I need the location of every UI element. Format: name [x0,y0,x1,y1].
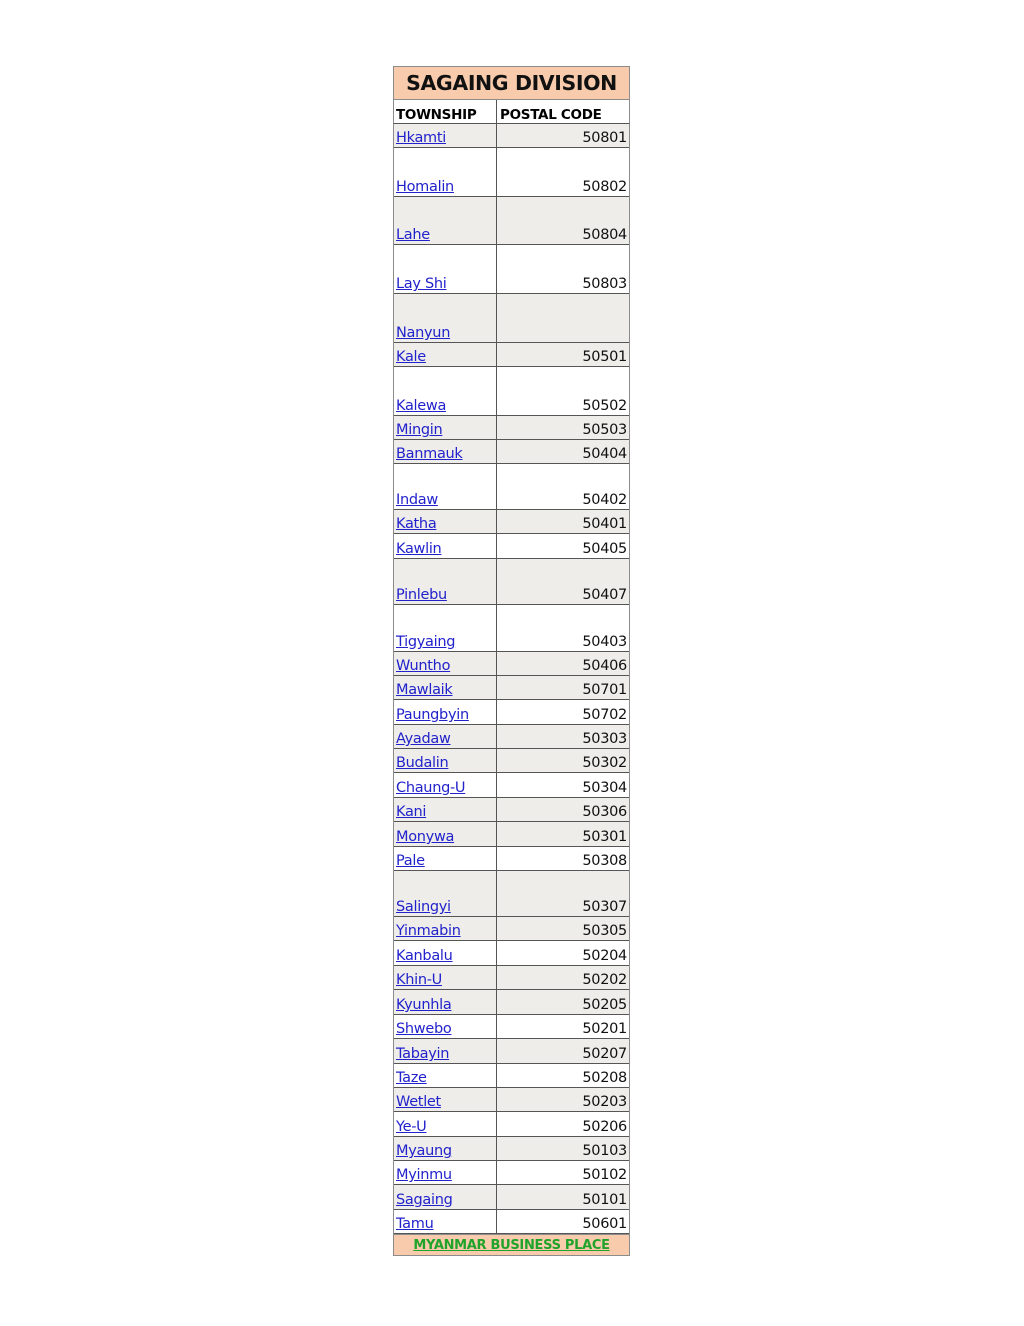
township-link[interactable]: Ayadaw [396,731,451,747]
postal-code-cell: 50402 [582,492,627,508]
postal-code-cell: 50302 [582,755,627,771]
postal-code-cell: 50207 [582,1046,627,1062]
table-header [393,100,630,124]
table-row [394,725,629,749]
township-link[interactable]: Kalewa [396,398,447,414]
township-cell [394,294,497,342]
township-link[interactable]: Budalin [396,755,449,771]
township-link[interactable]: Wuntho [396,658,451,674]
township-link[interactable]: Yinmabin [396,923,461,939]
table-row [394,1015,629,1039]
postal-code-cell: 50801 [582,130,627,146]
table-row [394,941,629,966]
postal-code-cell [497,294,629,342]
table-row [394,676,629,700]
township-link[interactable]: Hkamti [396,130,446,146]
township-cell [394,1064,497,1087]
table-row [394,416,629,440]
table-row [394,1112,629,1137]
table-row [394,534,629,559]
table-row [394,871,629,917]
township-link[interactable]: Pinlebu [396,587,447,603]
footer-link[interactable]: MYANMAR BUSINESS PLACE [413,1237,610,1253]
township-link[interactable]: Sagaing [396,1192,453,1208]
table-row [394,1161,629,1185]
postal-code-cell: 50803 [582,276,627,292]
postal-code-cell: 50407 [582,587,627,603]
postal-code-cell: 50501 [582,349,627,365]
township-cell [394,725,497,748]
postal-code-cell: 50202 [582,972,627,988]
township-cell [394,1161,497,1184]
postal-code-cell: 50103 [582,1143,627,1159]
township-cell [394,990,497,1014]
township-cell [394,559,497,604]
township-link[interactable]: Nanyun [396,325,451,341]
table-row [394,1088,629,1112]
township-cell [394,510,497,533]
township-cell [394,605,497,651]
township-link[interactable]: Pale [396,853,425,869]
township-cell [394,941,497,965]
township-cell [394,871,497,916]
township-cell [394,676,497,699]
postal-code-cell: 50405 [582,541,627,557]
table-row [394,847,629,871]
postal-code-cell: 50804 [582,227,627,243]
postal-code-cell: 50306 [582,804,627,820]
township-link[interactable]: Wetlet [396,1094,441,1110]
table-body [393,124,630,1234]
postal-code-cell: 50802 [582,179,627,195]
postal-code-cell: 50303 [582,731,627,747]
table-row [394,1185,629,1210]
table-row [394,510,629,534]
township-cell [394,1015,497,1038]
table-row [394,798,629,822]
table-row [394,1039,629,1064]
table-row [394,822,629,847]
township-cell [394,343,497,366]
postal-code-cell: 50403 [582,634,627,650]
postal-code-cell: 50203 [582,1094,627,1110]
table-row [394,990,629,1015]
postal-code-cell: 50401 [582,516,627,532]
township-cell [394,367,497,415]
township-link[interactable]: Kyunhla [396,997,452,1013]
postal-code-cell: 50201 [582,1021,627,1037]
township-link[interactable]: Homalin [396,179,454,195]
township-cell [394,1039,497,1063]
postal-code-cell: 50701 [582,682,627,698]
postal-code-cell: 50406 [582,658,627,674]
township-cell [394,798,497,821]
postal-code-cell: 50206 [582,1119,627,1135]
township-link[interactable]: Shwebo [396,1021,452,1037]
table-row [394,1064,629,1088]
table-row [394,966,629,990]
township-link[interactable]: Kale [396,349,426,365]
township-cell [394,1210,497,1233]
table-row [394,343,629,367]
table-row [394,245,629,294]
table-row [394,700,629,725]
township-cell [394,822,497,846]
table-row [394,294,629,343]
township-cell [394,966,497,989]
postal-code-cell: 50305 [582,923,627,939]
postal-code-cell: 50502 [582,398,627,414]
township-link[interactable]: Myinmu [396,1167,452,1183]
township-link[interactable]: Kawlin [396,541,442,557]
township-cell [394,1088,497,1111]
township-cell [394,197,497,244]
table-row [394,148,629,197]
township-link[interactable]: Ye-U [396,1119,427,1135]
postal-code-cell: 50204 [582,948,627,964]
township-cell [394,847,497,870]
township-link[interactable]: Taze [396,1070,427,1086]
township-link[interactable]: Indaw [396,492,438,508]
township-cell [394,1112,497,1136]
township-link[interactable]: Banmauk [396,446,463,462]
postal-code-cell: 50301 [582,829,627,845]
sheet-title: SAGAING DIVISION [393,66,630,100]
township-cell [394,917,497,940]
township-cell [394,148,497,196]
township-link[interactable]: Chaung-U [396,780,466,796]
township-column-header: TOWNSHIP [394,100,497,123]
township-cell [394,440,497,463]
postal-code-cell: 50308 [582,853,627,869]
table-row [394,917,629,941]
postal-code-column-header: POSTAL CODE [500,107,602,123]
township-cell [394,652,497,675]
township-cell [394,124,497,147]
township-link[interactable]: Lay Shi [396,276,447,292]
table-row [394,464,629,510]
township-link[interactable]: Lahe [396,227,430,243]
postal-code-cell: 50208 [582,1070,627,1086]
table-row [394,749,629,773]
township-cell [394,1137,497,1160]
postal-code-cell: 50205 [582,997,627,1013]
table-row [394,1210,629,1234]
township-link[interactable]: Paungbyin [396,707,469,723]
postal-code-cell: 50503 [582,422,627,438]
township-cell [394,534,497,558]
table-row [394,559,629,605]
township-link[interactable]: Kani [396,804,427,820]
township-link[interactable]: Tigyaing [396,634,456,650]
township-link[interactable]: Tamu [396,1216,434,1232]
township-link[interactable]: Mingin [396,422,443,438]
township-cell [394,1185,497,1209]
township-cell [394,749,497,772]
postal-code-cell: 50307 [582,899,627,915]
postal-code-cell: 50304 [582,780,627,796]
postal-code-cell: 50102 [582,1167,627,1183]
table-row [394,197,629,245]
postal-code-cell: 50702 [582,707,627,723]
footer-banner [393,1234,630,1256]
postal-code-cell: 50601 [582,1216,627,1232]
township-cell [394,416,497,439]
postal-code-sheet [393,66,630,1256]
table-row [394,124,629,148]
postal-code-cell: 50101 [582,1192,627,1208]
township-cell [394,700,497,724]
township-cell [394,464,497,509]
table-row [394,440,629,464]
township-link[interactable]: Katha [396,516,437,532]
table-row [394,652,629,676]
table-row [394,605,629,652]
table-row [394,773,629,798]
township-link[interactable]: Tabayin [396,1046,450,1062]
township-cell [394,773,497,797]
table-row [394,1137,629,1161]
township-link[interactable]: Kanbalu [396,948,453,964]
township-cell [394,245,497,293]
township-link[interactable]: Monywa [396,829,455,845]
table-row [394,367,629,416]
township-link[interactable]: Mawlaik [396,682,453,698]
township-link[interactable]: Myaung [396,1143,452,1159]
postal-code-cell: 50404 [582,446,627,462]
township-link[interactable]: Khin-U [396,972,442,988]
township-link[interactable]: Salingyi [396,899,451,915]
